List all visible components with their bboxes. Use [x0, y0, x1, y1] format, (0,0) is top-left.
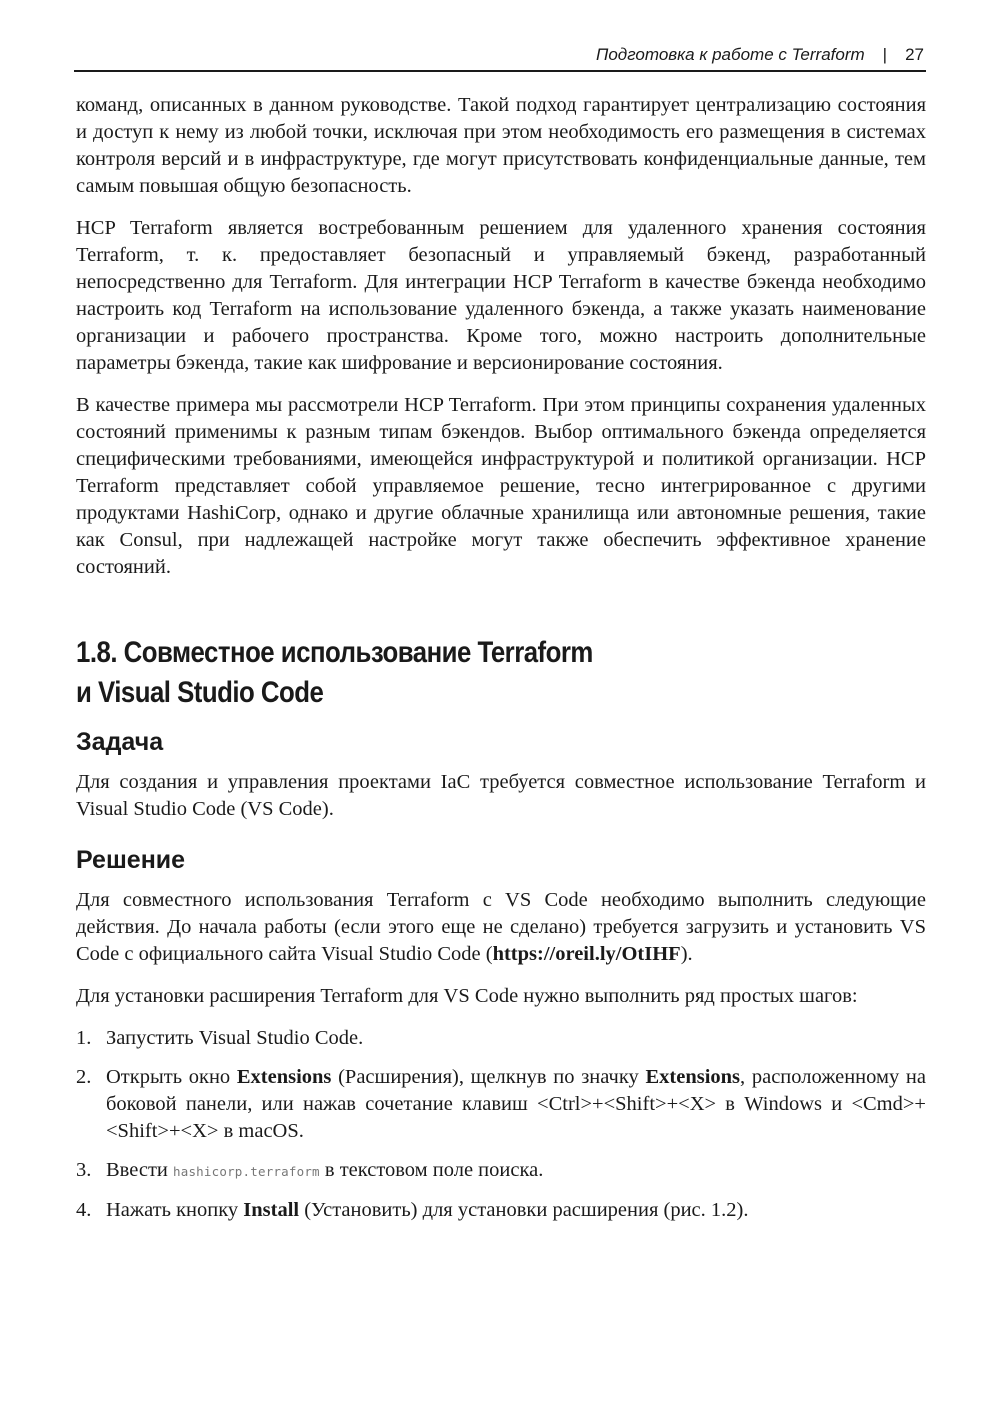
section-title-line-2: и Visual Studio Code — [76, 676, 324, 709]
list-item — [76, 1157, 926, 1185]
list-item-text: Нажать кнопку — [106, 1199, 244, 1221]
list-item — [76, 1025, 926, 1052]
section-title-line-1: 1.8. Совместное использование Terraform — [76, 636, 593, 669]
solution-paragraph-1 — [76, 887, 926, 968]
solution-paragraph-2: Для установки расширения Terraform для VS Code нужно выполнить ряд простых шагов: — [76, 985, 858, 1007]
page-content — [76, 92, 926, 1236]
running-title: Подготовка к работе с Terraform — [596, 45, 865, 64]
list-item-text: (Расширения), щелкнув по значку — [331, 1066, 646, 1088]
paragraph-3: В качестве примера мы рассмотрели HCP Terraform. При этом принципы сохранения удаленных состояний применимы к разным типам бэкендов. Выбор оптимального бэкенда определяется специфическими требованиями, имеющейся инфраструктурой и политикой организации. HCP Terraform представляет собой управляемое решение, тесно интегрированное с другими продуктами HashiCorp, однако и другие облачные хранилища или автономные решения, такие как Consul, при надлежащей настройке могут также обеспечить эффективное хранение состояний. — [76, 394, 926, 578]
steps-list — [76, 1025, 926, 1224]
list-item-text: в текстовом поле поиска. — [319, 1159, 544, 1181]
list-item — [76, 1197, 926, 1224]
task-text: Для создания и управления проектами IaC требуется совместное использование Terraform и Visual Studio Code (VS Code). — [76, 771, 926, 820]
list-item-text: Ввести — [106, 1159, 173, 1181]
list-item-number: 4. — [76, 1199, 92, 1221]
paragraph-1: команд, описанных в данном руководстве. Такой подход гарантирует централизацию состояния и доступ к нему из любой точки, исключая при этом необходимость его размещения в системах контроля версий и в инфраструктуре, где могут присутствовать конфиденциальные данные, тем самым повышая общую безопасность. — [76, 94, 926, 197]
running-header — [74, 42, 926, 72]
task-heading: Задача — [76, 728, 164, 756]
extensions-term: Extensions — [645, 1066, 741, 1088]
extension-id-code: hashicorp.terraform — [173, 1164, 320, 1179]
list-item-text: (Установить) для установки расширения (рис. 1.2). — [299, 1199, 749, 1221]
list-item-text: , расположенному на боковой панели, или нажав сочетание клавиш <Ctrl>+<Shift>+<X> в Windows и <Cmd>+<Shift>+<X> в macOS. — [106, 1066, 926, 1142]
header-separator: | — [882, 45, 888, 64]
solution-heading: Решение — [76, 846, 186, 874]
install-term: Install — [243, 1199, 300, 1221]
list-item — [76, 1064, 926, 1145]
list-item-number: 3. — [76, 1159, 92, 1181]
section-title — [76, 633, 678, 713]
list-item-text: Запустить Visual Studio Code. — [106, 1027, 364, 1049]
list-item-text: Открыть окно — [106, 1066, 237, 1088]
list-item-number: 1. — [76, 1027, 92, 1049]
vscode-link[interactable]: https://oreil.ly/OtIHF — [492, 943, 681, 965]
list-item-number: 2. — [76, 1066, 92, 1088]
solution-paragraph-1-end: ). — [680, 943, 693, 965]
page-number: 27 — [905, 45, 924, 64]
extensions-term: Extensions — [236, 1066, 332, 1088]
solution-paragraph-1-text: Для совместного использования Terraform с VS Code необходимо выполнить следующие действия. До начала работы (если этого еще не сделано) требуется загрузить и установить VS Code с официального сайта Visual Studio Code ( — [76, 889, 926, 965]
paragraph-2: HCP Terraform является востребованным решением для удаленного хранения состояния Terraform, т. к. предоставляет безопасный и управляемый бэкенд, разработанный непосредственно для Terraform. Для интеграции HCP Terraform в качестве бэкенда необходимо настроить код Terraform на использование удаленного бэкенда, а также указать наименование организации и рабочего пространства. Кроме того, можно настроить дополнительные параметры бэкенда, такие как шифрование и версионирование состояния. — [76, 217, 926, 374]
